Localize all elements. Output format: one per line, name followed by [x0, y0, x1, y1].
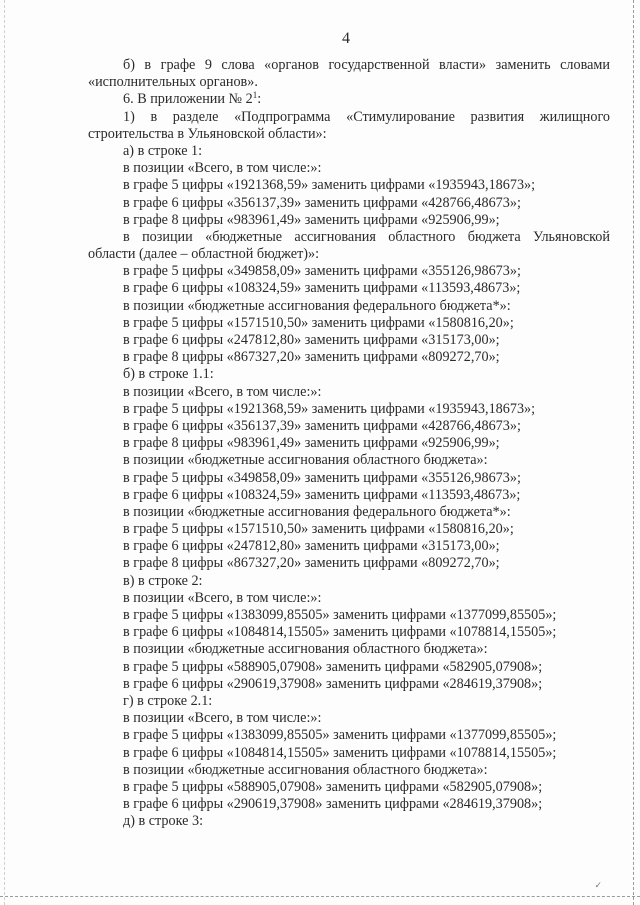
- text-line: [88, 195, 610, 212]
- text-line: [88, 177, 610, 194]
- text-line-content: в графе 6 цифры «356137,39» заменить цифрами «428766,48673»;: [123, 194, 521, 211]
- text-line: [88, 487, 610, 504]
- text-line: [88, 762, 610, 779]
- text-line: [88, 538, 610, 555]
- text-line-content: в графе 5 цифры «349858,09» заменить цифрами «355126,98673»;: [123, 469, 521, 486]
- corner-mark: ✓: [594, 880, 602, 890]
- text-line: [88, 435, 610, 452]
- text-line: [88, 57, 610, 74]
- text-line-content: в графе 6 цифры «356137,39» заменить цифрами «428766,48673»;: [123, 417, 521, 434]
- text-line-content: в графе 5 цифры «588905,07908» заменить цифрами «582905,07908»;: [123, 778, 543, 795]
- text-line-content: в графе 6 цифры «290619,37908» заменить цифрами «284619,37908»;: [123, 796, 543, 813]
- text-line-content: в позиции «бюджетные ассигнования областного бюджета Ульяновской: [123, 228, 610, 245]
- text-line-suffix: :: [257, 91, 262, 108]
- text-line: [88, 659, 610, 676]
- superscript: 1: [252, 91, 258, 101]
- scan-edge-right: [633, 0, 634, 905]
- text-line-content: д) в строке 3:: [123, 813, 204, 830]
- text-line-content: строительства в Ульяновской области»:: [88, 125, 327, 142]
- text-line: [88, 693, 610, 710]
- text-line: [88, 470, 610, 487]
- text-line-content: 6. В приложении № 2: [123, 91, 253, 108]
- text-line-content: в графе 5 цифры «588905,07908» заменить цифрами «582905,07908»;: [123, 658, 543, 675]
- text-line-content: г) в строке 2.1:: [123, 692, 213, 709]
- text-line: [88, 607, 610, 624]
- text-line-content: в графе 8 цифры «867327,20» заменить цифрами «809272,70»;: [123, 349, 500, 366]
- text-line: [88, 401, 610, 418]
- text-line: [88, 452, 610, 469]
- text-line: [88, 160, 610, 177]
- text-line: [88, 143, 610, 160]
- text-line: [88, 418, 610, 435]
- text-line-content: б) в строке 1.1:: [123, 366, 214, 383]
- text-line: [88, 676, 610, 693]
- text-line: [88, 504, 610, 521]
- text-line-content: в позиции «Всего, в том числе:»:: [123, 589, 322, 606]
- text-line-content: в графе 6 цифры «108324,59» заменить цифрами «113593,48673»;: [123, 280, 521, 297]
- text-line-content: в графе 6 цифры «247812,80» заменить цифрами «315173,00»;: [123, 332, 500, 348]
- text-line-content: в позиции «бюджетные ассигнования федерального бюджета*»:: [123, 297, 511, 314]
- text-line-content: а) в строке 1:: [123, 142, 203, 159]
- text-line-content: б) в графе 9 слова «органов государственной власти» заменить словами: [123, 57, 610, 73]
- text-line-content: в графе 5 цифры «349858,09» заменить цифрами «355126,98673»;: [123, 263, 521, 280]
- text-line: [88, 315, 610, 332]
- text-line: [88, 366, 610, 383]
- text-line: [88, 109, 610, 126]
- text-line-content: в позиции «Всего, в том числе:»:: [123, 710, 322, 727]
- text-line-content: в графе 8 цифры «983961,49» заменить цифрами «925906,99»;: [123, 211, 500, 228]
- text-line: [88, 349, 610, 366]
- text-line: [88, 521, 610, 538]
- text-line: [88, 91, 610, 108]
- text-line-content: в позиции «бюджетные ассигнования федерального бюджета*»:: [123, 503, 511, 520]
- text-line-content: 1) в разделе «Подпрограмма «Стимулирование развития жилищного: [123, 108, 610, 125]
- text-line: [88, 384, 610, 401]
- text-line-content: в графе 5 цифры «1383099,85505» заменить цифрами «1377099,85505»;: [123, 727, 557, 744]
- text-line-content: области (далее – областной бюджет)»:: [88, 246, 320, 263]
- document-body: [88, 57, 610, 830]
- text-line-content: в) в строке 2:: [123, 572, 203, 589]
- text-line: [88, 126, 610, 143]
- text-line-content: в графе 5 цифры «1383099,85505» заменить цифрами «1377099,85505»;: [123, 607, 557, 623]
- text-line-content: в графе 5 цифры «1571510,50» заменить цифрами «1580816,20»;: [123, 521, 514, 538]
- scan-edge-left: [4, 0, 5, 905]
- text-line-content: в графе 5 цифры «1571510,50» заменить цифрами «1580816,20»;: [123, 314, 514, 331]
- text-line: [88, 298, 610, 315]
- text-line: [88, 555, 610, 572]
- text-line-content: в графе 6 цифры «1084814,15505» заменить цифрами «1078814,15505»;: [123, 624, 557, 641]
- text-line-content: в графе 5 цифры «1921368,59» заменить цифрами «1935943,18673»;: [123, 177, 536, 194]
- text-line: [88, 246, 610, 263]
- text-line-content: в позиции «Всего, в том числе:»:: [123, 383, 322, 400]
- text-line: [88, 796, 610, 813]
- text-line-content: в графе 6 цифры «290619,37908» заменить цифрами «284619,37908»;: [123, 675, 543, 692]
- text-line: [88, 212, 610, 229]
- text-line: [88, 280, 610, 297]
- text-line: [88, 710, 610, 727]
- text-line-content: в графе 8 цифры «983961,49» заменить цифрами «925906,99»;: [123, 435, 500, 452]
- text-line-content: в графе 6 цифры «108324,59» заменить цифрами «113593,48673»;: [123, 486, 521, 503]
- text-line: [88, 779, 610, 796]
- text-line-content: в позиции «Всего, в том числе:»:: [123, 160, 322, 177]
- text-line: [88, 74, 610, 91]
- page-number: 4: [342, 30, 350, 47]
- text-line: [88, 624, 610, 641]
- text-line: [88, 590, 610, 607]
- text-line-content: в графе 8 цифры «867327,20» заменить цифрами «809272,70»;: [123, 555, 500, 572]
- text-line: [88, 727, 610, 744]
- text-line: [88, 813, 610, 830]
- text-line-content: в позиции «бюджетные ассигнования областного бюджета»:: [123, 641, 488, 658]
- text-line: [88, 263, 610, 280]
- text-line-content: «исполнительных органов».: [88, 74, 258, 91]
- text-line-content: в позиции «бюджетные ассигнования областного бюджета»:: [123, 452, 488, 469]
- text-line-content: в позиции «бюджетные ассигнования областного бюджета»:: [123, 761, 488, 778]
- text-line: [88, 332, 610, 349]
- text-line-content: в графе 6 цифры «247812,80» заменить цифрами «315173,00»;: [123, 538, 500, 555]
- text-line: [88, 573, 610, 590]
- text-line-content: в графе 6 цифры «1084814,15505» заменить цифрами «1078814,15505»;: [123, 744, 557, 761]
- text-line: [88, 229, 610, 246]
- scan-edge-bottom: [0, 896, 640, 897]
- text-line: [88, 745, 610, 762]
- text-line: [88, 641, 610, 658]
- text-line-content: в графе 5 цифры «1921368,59» заменить цифрами «1935943,18673»;: [123, 400, 536, 417]
